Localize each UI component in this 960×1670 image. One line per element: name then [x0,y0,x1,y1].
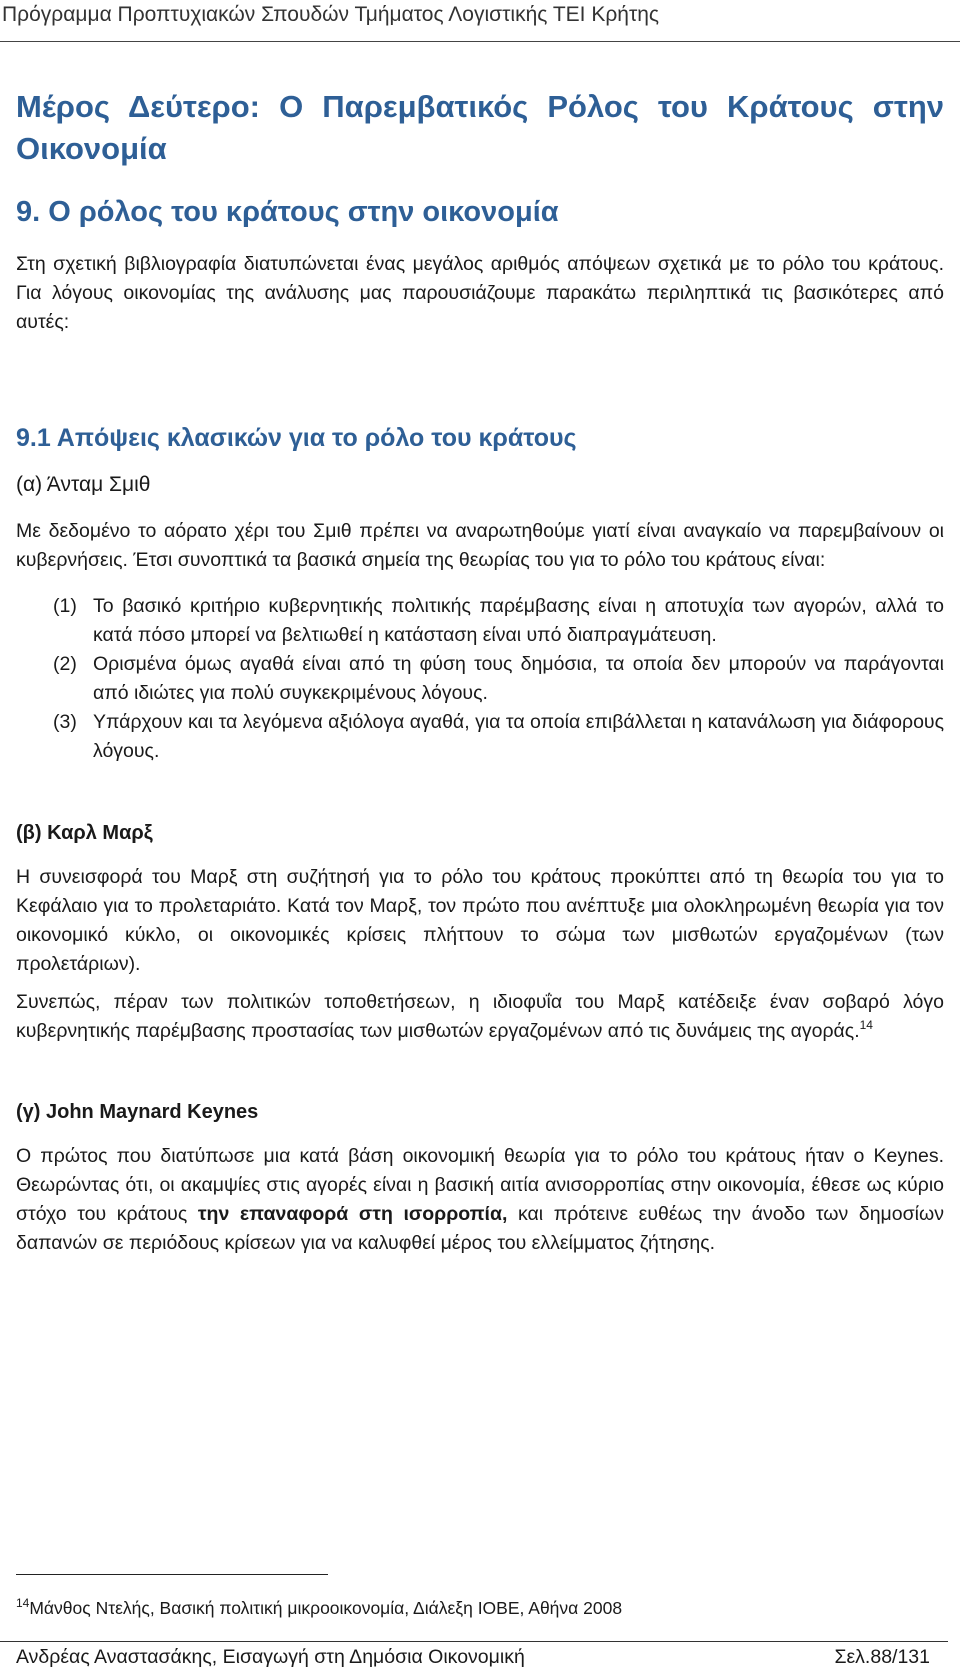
keynes-text-emphasis: την επαναφορά στη ισορροπία, [197,1203,508,1225]
list-item [16,650,944,708]
list-item-text: Ορισμένα όμως αγαθά είναι από τη φύση τους δημόσια, τα οποία δεν μπορούν να παράγονται από ιδιώτες για πολύ συγκεκριμένους λόγους. [93,653,944,704]
running-header-title: Πρόγραμμα Προπτυχιακών Σπουδών Τμήματος Λογιστικής ΤΕΙ Κρήτης [2,3,660,26]
keynes-text-part-1: Ο πρώτος που διατύπωσε μια κατά βάση οικονομική θεωρία για το ρόλο του κράτους ήταν ο Keynes. Θεωρώντας ότι, οι ακαμψίες στις αγορές είναι η βασική αιτία ανισορροπίας στην οικονομία, έθεσε ως κύριο στόχο του κράτους [16,1145,944,1225]
footer-page-number: Σελ.88/131 [834,1646,930,1668]
list-item-text: Υπάρχουν και τα λεγόμενα αξιόλογα αγαθά, για τα οποία επιβάλλεται η κατανάλωση για διάφορους λόγους. [93,711,944,762]
footer-author-title: Ανδρέας Αναστασάκης, Εισαγωγή στη Δημόσια Οικονομική [16,1646,525,1668]
keynes-paragraph [16,1142,944,1258]
chapter-intro: Στη σχετική βιβλιογραφία διατυπώνεται ένας μεγάλος αριθμός απόψεων σχετικά με το ρόλο του κράτους. Για λόγους οικονομίας της ανάλυσης μας παρουσιάζουμε παρακάτω περιληπτικά τις βασικότερες από αυτές: [16,253,944,333]
list-item [16,708,944,766]
page-footer [16,1644,930,1670]
footnote [16,1596,622,1620]
smith-heading: (α) Άνταμ Σμιθ [16,473,151,496]
keynes-text-part-2: και πρότεινε ευθέως την άνοδο των δημοσίων δαπανών σε περιόδους κρίσεων για να καλυφθεί μέρος του ελλείμματος ζήτησης. [16,1203,944,1254]
marx-paragraph-2 [16,988,944,1046]
footnote-separator [16,1574,328,1575]
footnote-number: 14 [16,1596,30,1610]
footer-separator [0,1641,948,1642]
keynes-heading: (γ) John Maynard Keynes [16,1101,259,1123]
chapter-title: 9. Ο ρόλος του κράτους στην οικονομία [16,196,559,228]
list-item [16,592,944,650]
list-item-number: (1) [53,595,77,617]
list-item-number: (2) [53,653,77,675]
footnote-text: Μάνθος Ντελής, Βασική πολιτική μικροοικονομία, Διάλεξη ΙΟΒΕ, Αθήνα 2008 [29,1598,623,1618]
marx-paragraph-2-text: Συνεπώς, πέραν των πολιτικών τοποθετήσεων, η ιδιοφυΐα του Μαρξ κατέδειξε έναν σοβαρό λόγο κυβερνητικής παρέμβασης προστασίας των μισθωτών εργαζομένων από τις δυνάμεις της αγοράς. [16,991,944,1042]
marx-heading: (β) Καρλ Μαρξ [16,822,153,844]
list-item-number: (3) [53,711,77,733]
smith-paragraph: Με δεδομένο το αόρατο χέρι του Σμιθ πρέπει να αναρωτηθούμε γιατί είναι αναγκαίο να παρεμβαίνουν οι κυβερνήσεις. Έτσι συνοπτικά τα βασικά σημεία της θεωρίας του για το ρόλο του κράτους είναι: [16,520,944,571]
running-header [0,0,960,42]
footnote-reference[interactable]: 14 [859,1018,873,1032]
section-title: 9.1 Απόψεις κλασικών για το ρόλο του κράτους [16,424,577,452]
list-item-text: Το βασικό κριτήριο κυβερνητικής πολιτικής παρέμβασης είναι η αποτυχία των αγορών, αλλά το κατά πόσο μπορεί να βελτιωθεί η κατάσταση είναι υπό διαπραγμάτευση. [93,595,944,646]
page-content [16,86,944,1258]
smith-points-list [16,592,944,766]
part-title: Μέρος Δεύτερο: Ο Παρεμβατικός Ρόλος του Κράτους στην Οικονομία [16,89,944,166]
marx-paragraph-1: Η συνεισφορά του Μαρξ στη συζήτησή για το ρόλο του κράτους προκύπτει από τη θεωρία του για το Κεφάλαιο για το προλεταριάτο. Κατά τον Μαρξ, τον πρώτο που ανέπτυξε μια ολοκληρωμένη θεωρία για τον οικονομικό κύκλο, οι οικονομικές κρίσεις πλήττουν το σώμα των μισθωτών εργαζομένων (των προλετάριων). [16,866,944,975]
